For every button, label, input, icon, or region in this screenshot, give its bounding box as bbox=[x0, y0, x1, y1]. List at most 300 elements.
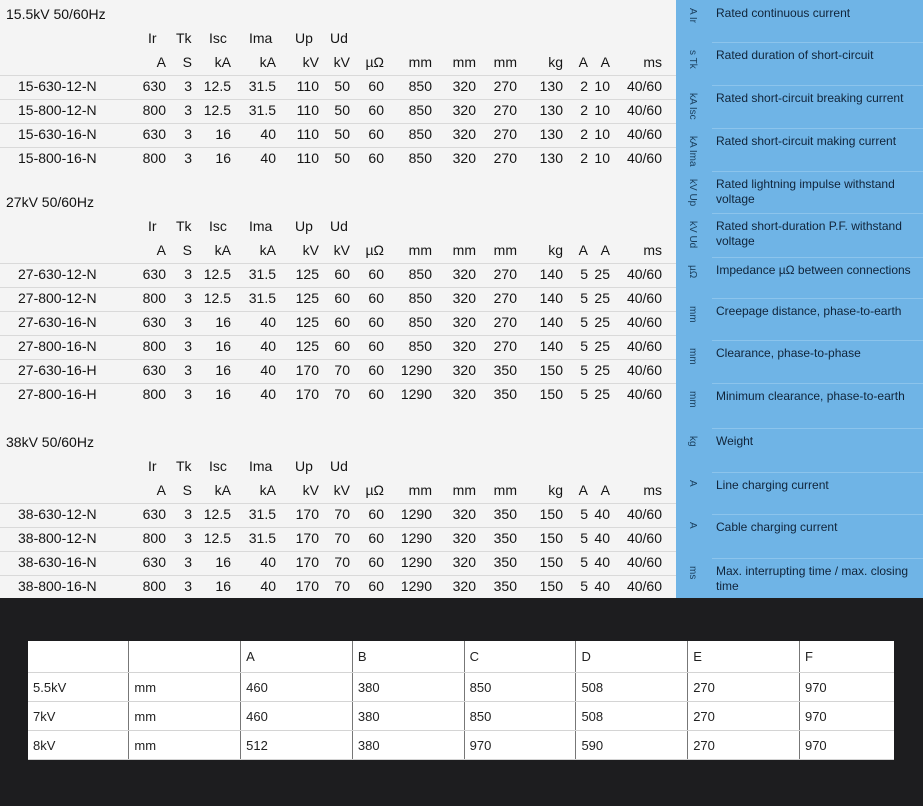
dimension-cell: 380 bbox=[352, 731, 464, 760]
table-cell: 31.5 bbox=[248, 266, 276, 282]
unit-label: ms bbox=[643, 482, 662, 498]
unit-label: kA bbox=[259, 242, 276, 258]
unit-label: kV bbox=[302, 482, 319, 498]
dimension-cell: 460 bbox=[241, 673, 353, 702]
table-cell: 850 bbox=[408, 338, 432, 354]
legend-description: Rated duration of short-circuit bbox=[716, 48, 874, 62]
table-cell: 60 bbox=[334, 266, 350, 282]
unit-label: A bbox=[578, 242, 588, 258]
dimension-cell: 5.5kV bbox=[28, 673, 129, 702]
table-cell: 12.5 bbox=[203, 78, 231, 94]
table-cell: 60 bbox=[368, 290, 384, 306]
unit-label: kA bbox=[259, 54, 276, 70]
table-cell: 60 bbox=[368, 266, 384, 282]
table-cell: 60 bbox=[368, 102, 384, 118]
model-code: 27-630-12-N bbox=[18, 266, 97, 282]
legend-symbol-text: s Tk bbox=[687, 50, 698, 69]
table-cell: 40/60 bbox=[626, 506, 662, 522]
table-cell: 800 bbox=[142, 338, 166, 354]
table-cell: 1290 bbox=[400, 362, 432, 378]
unit-label: mm bbox=[408, 482, 432, 498]
table-row bbox=[28, 731, 894, 760]
dimension-cell: 590 bbox=[576, 731, 688, 760]
table-cell: 60 bbox=[368, 554, 384, 570]
unit-label: mm bbox=[452, 242, 476, 258]
column-header: Tk bbox=[176, 30, 192, 46]
table-cell: 60 bbox=[334, 338, 350, 354]
unit-label: kV bbox=[302, 54, 319, 70]
legend-symbol-text: kA Ima bbox=[687, 136, 698, 167]
legend-description: Rated short-circuit making current bbox=[716, 134, 897, 148]
table-cell: 170 bbox=[295, 554, 319, 570]
column-header: Tk bbox=[176, 218, 192, 234]
table-cell: 170 bbox=[295, 362, 319, 378]
column-header: Ud bbox=[330, 30, 348, 46]
unit-label: kA bbox=[259, 482, 276, 498]
table-cell: 110 bbox=[296, 150, 319, 166]
dimension-header: F bbox=[799, 641, 894, 673]
table-cell: 60 bbox=[368, 362, 384, 378]
table-cell: 2 bbox=[580, 102, 588, 118]
dimension-cell: 460 bbox=[241, 702, 353, 731]
table-cell: 40 bbox=[260, 554, 276, 570]
table-cell: 350 bbox=[493, 530, 517, 546]
table-cell: 40/60 bbox=[626, 338, 662, 354]
table-cell: 60 bbox=[368, 338, 384, 354]
table-cell: 150 bbox=[539, 530, 563, 546]
unit-label: kA bbox=[214, 242, 231, 258]
table-cell: 40/60 bbox=[626, 150, 662, 166]
unit-label: kg bbox=[548, 242, 563, 258]
table-cell: 3 bbox=[184, 578, 192, 594]
dimension-header bbox=[129, 641, 241, 673]
table-cell: 5 bbox=[580, 530, 588, 546]
column-header: Up bbox=[295, 30, 313, 46]
table-cell: 25 bbox=[594, 290, 610, 306]
table-cell: 850 bbox=[408, 78, 432, 94]
column-header: Up bbox=[295, 218, 313, 234]
unit-label: mm bbox=[452, 482, 476, 498]
table-cell: 3 bbox=[184, 530, 192, 546]
unit-label: kV bbox=[333, 54, 350, 70]
legend-description: Weight bbox=[716, 434, 754, 448]
table-cell: 850 bbox=[408, 102, 432, 118]
unit-label: mm bbox=[452, 54, 476, 70]
table-cell: 170 bbox=[295, 578, 319, 594]
table-cell: 270 bbox=[493, 338, 517, 354]
table-cell: 40/60 bbox=[626, 530, 662, 546]
legend-divider bbox=[712, 558, 923, 559]
table-cell: 31.5 bbox=[248, 530, 276, 546]
legend-divider bbox=[712, 428, 923, 429]
unit-label: kV bbox=[333, 242, 350, 258]
table-cell: 40/60 bbox=[626, 102, 662, 118]
legend-symbol-text: A bbox=[687, 522, 698, 529]
table-cell: 2 bbox=[580, 126, 588, 142]
table-cell: 320 bbox=[452, 150, 476, 166]
unit-label: A bbox=[156, 482, 166, 498]
column-header: Ir bbox=[148, 30, 157, 46]
dimensions-grid bbox=[28, 641, 894, 760]
table-cell: 850 bbox=[408, 126, 432, 142]
table-cell: 800 bbox=[142, 530, 166, 546]
legend-description: Max. interrupting time / max. closing time bbox=[716, 564, 909, 593]
table-cell: 125 bbox=[295, 290, 319, 306]
table-cell: 3 bbox=[184, 338, 192, 354]
row-divider bbox=[0, 75, 676, 76]
unit-label: kg bbox=[548, 482, 563, 498]
table-cell: 12.5 bbox=[203, 102, 231, 118]
table-cell: 40/60 bbox=[626, 290, 662, 306]
table-cell: 3 bbox=[184, 126, 192, 142]
table-cell: 130 bbox=[539, 78, 563, 94]
table-cell: 60 bbox=[334, 314, 350, 330]
table-cell: 60 bbox=[368, 150, 384, 166]
unit-label: A bbox=[156, 54, 166, 70]
legend-symbol-text: ms bbox=[687, 566, 698, 580]
table-cell: 40/60 bbox=[626, 578, 662, 594]
table-cell: 40 bbox=[594, 554, 610, 570]
table-cell: 350 bbox=[493, 386, 517, 402]
legend-description: Minimum clearance, phase-to-earth bbox=[716, 389, 905, 403]
table-cell: 800 bbox=[142, 102, 166, 118]
table-cell: 270 bbox=[493, 266, 517, 282]
table-cell: 16 bbox=[215, 554, 231, 570]
column-header: Ima bbox=[249, 30, 273, 46]
dimension-cell: mm bbox=[129, 731, 241, 760]
table-cell: 1290 bbox=[400, 386, 432, 402]
unit-label: kA bbox=[214, 482, 231, 498]
legend-symbol-text: A Ir bbox=[687, 8, 698, 24]
table-cell: 125 bbox=[295, 266, 319, 282]
table-cell: 40 bbox=[594, 578, 610, 594]
row-divider bbox=[0, 99, 676, 100]
table-cell: 60 bbox=[368, 78, 384, 94]
table-cell: 40/60 bbox=[626, 78, 662, 94]
table-cell: 170 bbox=[295, 386, 319, 402]
table-cell: 10 bbox=[594, 126, 610, 142]
table-cell: 12.5 bbox=[203, 506, 231, 522]
table-cell: 630 bbox=[142, 554, 166, 570]
table-cell: 70 bbox=[334, 362, 350, 378]
legend-symbol-text: µΩ bbox=[687, 265, 698, 279]
unit-label: S bbox=[182, 54, 192, 70]
table-cell: 630 bbox=[142, 266, 166, 282]
table-cell: 320 bbox=[452, 290, 476, 306]
model-code: 38-630-12-N bbox=[18, 506, 97, 522]
table-cell: 320 bbox=[452, 102, 476, 118]
table-cell: 40/60 bbox=[626, 362, 662, 378]
table-cell: 70 bbox=[334, 554, 350, 570]
dimension-cell: 850 bbox=[464, 702, 576, 731]
table-cell: 320 bbox=[452, 78, 476, 94]
unit-label: kg bbox=[548, 54, 563, 70]
table-cell: 1290 bbox=[400, 554, 432, 570]
table-cell: 16 bbox=[215, 314, 231, 330]
table-cell: 31.5 bbox=[248, 506, 276, 522]
unit-label: A bbox=[600, 242, 610, 258]
table-cell: 320 bbox=[452, 530, 476, 546]
legend-divider bbox=[712, 383, 923, 384]
dimension-header: A bbox=[241, 641, 353, 673]
row-divider bbox=[0, 383, 676, 384]
table-cell: 60 bbox=[368, 530, 384, 546]
table-cell: 3 bbox=[184, 150, 192, 166]
legend-symbol-text: mm bbox=[687, 306, 698, 323]
table-cell: 10 bbox=[594, 102, 610, 118]
unit-label: µΩ bbox=[365, 54, 384, 70]
table-cell: 270 bbox=[493, 126, 517, 142]
row-divider bbox=[0, 263, 676, 264]
table-row bbox=[28, 702, 894, 731]
table-cell: 40 bbox=[260, 386, 276, 402]
table-cell: 130 bbox=[539, 150, 563, 166]
column-header: Tk bbox=[176, 458, 192, 474]
table-cell: 2 bbox=[580, 78, 588, 94]
dimension-cell: 380 bbox=[352, 702, 464, 731]
unit-label: mm bbox=[493, 54, 517, 70]
table-cell: 31.5 bbox=[248, 102, 276, 118]
table-cell: 25 bbox=[594, 266, 610, 282]
legend-description: Creepage distance, phase-to-earth bbox=[716, 304, 902, 318]
table-cell: 40 bbox=[260, 578, 276, 594]
dimension-cell: 970 bbox=[799, 731, 894, 760]
table-cell: 31.5 bbox=[248, 78, 276, 94]
dimension-cell: 508 bbox=[576, 673, 688, 702]
table-cell: 140 bbox=[539, 266, 563, 282]
unit-label: A bbox=[578, 54, 588, 70]
table-cell: 70 bbox=[334, 530, 350, 546]
table-cell: 3 bbox=[184, 290, 192, 306]
table-cell: 320 bbox=[452, 338, 476, 354]
legend-divider bbox=[712, 340, 923, 341]
model-code: 27-800-16-H bbox=[18, 386, 97, 402]
table-cell: 5 bbox=[580, 266, 588, 282]
dimension-header: B bbox=[352, 641, 464, 673]
table-cell: 25 bbox=[594, 362, 610, 378]
table-cell: 60 bbox=[368, 578, 384, 594]
column-header: Isc bbox=[209, 30, 227, 46]
table-cell: 10 bbox=[594, 78, 610, 94]
legend-divider bbox=[712, 472, 923, 473]
unit-label: mm bbox=[493, 242, 517, 258]
table-cell: 16 bbox=[215, 150, 231, 166]
table-cell: 3 bbox=[184, 314, 192, 330]
table-cell: 170 bbox=[295, 530, 319, 546]
table-cell: 3 bbox=[184, 362, 192, 378]
table-cell: 270 bbox=[493, 102, 517, 118]
unit-label: µΩ bbox=[365, 482, 384, 498]
column-header: Isc bbox=[209, 218, 227, 234]
table-cell: 150 bbox=[539, 554, 563, 570]
model-code: 27-630-16-H bbox=[18, 362, 97, 378]
dimension-cell: 270 bbox=[688, 702, 800, 731]
table-cell: 40/60 bbox=[626, 554, 662, 570]
dimension-cell: 970 bbox=[799, 673, 894, 702]
table-cell: 60 bbox=[368, 506, 384, 522]
section-title: 27kV 50/60Hz bbox=[6, 194, 94, 210]
column-header: Ima bbox=[249, 218, 273, 234]
legend-description: Rated continuous current bbox=[716, 6, 851, 20]
table-cell: 12.5 bbox=[203, 530, 231, 546]
legend-symbol-text: kV Up bbox=[687, 179, 698, 207]
table-cell: 5 bbox=[580, 314, 588, 330]
table-cell: 16 bbox=[215, 578, 231, 594]
table-cell: 630 bbox=[142, 126, 166, 142]
legend-description: Rated lightning impulse withstand voltage bbox=[716, 177, 895, 206]
table-cell: 10 bbox=[594, 150, 610, 166]
table-cell: 150 bbox=[539, 386, 563, 402]
table-cell: 320 bbox=[452, 266, 476, 282]
table-cell: 3 bbox=[184, 506, 192, 522]
model-code: 15-630-12-N bbox=[18, 78, 97, 94]
table-cell: 12.5 bbox=[203, 290, 231, 306]
row-divider bbox=[0, 311, 676, 312]
unit-label: kV bbox=[333, 482, 350, 498]
table-cell: 40/60 bbox=[626, 314, 662, 330]
dimension-cell: 970 bbox=[799, 702, 894, 731]
legend-divider bbox=[712, 128, 923, 129]
table-cell: 50 bbox=[334, 102, 350, 118]
legend-symbol-text: kV Ud bbox=[687, 221, 698, 249]
table-cell: 40/60 bbox=[626, 386, 662, 402]
table-cell: 320 bbox=[452, 362, 476, 378]
legend-divider bbox=[712, 514, 923, 515]
legend-description: Rated short-circuit breaking current bbox=[716, 91, 904, 105]
table-cell: 350 bbox=[493, 578, 517, 594]
unit-label: mm bbox=[408, 54, 432, 70]
legend-symbol-text: mm bbox=[687, 391, 698, 408]
table-cell: 40 bbox=[594, 530, 610, 546]
table-cell: 3 bbox=[184, 386, 192, 402]
model-code: 15-800-16-N bbox=[18, 150, 97, 166]
table-cell: 320 bbox=[452, 314, 476, 330]
table-cell: 320 bbox=[452, 554, 476, 570]
legend-divider bbox=[712, 213, 923, 214]
unit-label: A bbox=[578, 482, 588, 498]
row-divider bbox=[0, 359, 676, 360]
table-cell: 150 bbox=[539, 362, 563, 378]
dimension-cell: 970 bbox=[464, 731, 576, 760]
legend-divider bbox=[712, 257, 923, 258]
table-cell: 125 bbox=[295, 314, 319, 330]
table-cell: 70 bbox=[334, 506, 350, 522]
table-cell: 320 bbox=[452, 506, 476, 522]
legend-symbol-text: mm bbox=[687, 348, 698, 365]
table-cell: 130 bbox=[539, 126, 563, 142]
dimension-cell: 380 bbox=[352, 673, 464, 702]
legend-description: Line charging current bbox=[716, 478, 829, 492]
table-cell: 270 bbox=[493, 290, 517, 306]
unit-label: ms bbox=[643, 54, 662, 70]
model-code: 38-800-16-N bbox=[18, 578, 97, 594]
table-cell: 40 bbox=[260, 362, 276, 378]
table-cell: 5 bbox=[580, 290, 588, 306]
table-cell: 16 bbox=[215, 338, 231, 354]
legend-description: Rated short-duration P.F. withstand voltage bbox=[716, 219, 902, 248]
table-cell: 2 bbox=[580, 150, 588, 166]
legend-symbol-text: A bbox=[687, 480, 698, 487]
table-cell: 3 bbox=[184, 102, 192, 118]
table-cell: 5 bbox=[580, 386, 588, 402]
table-cell: 270 bbox=[493, 314, 517, 330]
table-cell: 270 bbox=[493, 150, 517, 166]
legend-description: Cable charging current bbox=[716, 520, 838, 534]
table-cell: 60 bbox=[368, 386, 384, 402]
unit-label: ms bbox=[643, 242, 662, 258]
legend-description: Clearance, phase-to-phase bbox=[716, 346, 861, 360]
column-header: Ir bbox=[148, 218, 157, 234]
table-cell: 320 bbox=[452, 126, 476, 142]
column-header: Ud bbox=[330, 218, 348, 234]
legend-divider bbox=[712, 85, 923, 86]
table-cell: 630 bbox=[142, 314, 166, 330]
model-code: 38-800-12-N bbox=[18, 530, 97, 546]
table-cell: 850 bbox=[408, 314, 432, 330]
column-header: Ud bbox=[330, 458, 348, 474]
unit-label: A bbox=[600, 54, 610, 70]
table-cell: 25 bbox=[594, 314, 610, 330]
dimension-cell: 270 bbox=[688, 673, 800, 702]
table-cell: 70 bbox=[334, 386, 350, 402]
row-divider bbox=[0, 147, 676, 148]
table-cell: 630 bbox=[142, 78, 166, 94]
table-cell: 1290 bbox=[400, 506, 432, 522]
model-code: 27-630-16-N bbox=[18, 314, 97, 330]
model-code: 38-630-16-N bbox=[18, 554, 97, 570]
table-cell: 800 bbox=[142, 386, 166, 402]
table-cell: 850 bbox=[408, 290, 432, 306]
legend-panel bbox=[676, 0, 923, 598]
table-cell: 40 bbox=[260, 150, 276, 166]
unit-label: S bbox=[182, 242, 192, 258]
table-cell: 16 bbox=[215, 386, 231, 402]
table-cell: 70 bbox=[334, 578, 350, 594]
column-header: Isc bbox=[209, 458, 227, 474]
table-cell: 150 bbox=[539, 506, 563, 522]
unit-label: S bbox=[182, 482, 192, 498]
table-cell: 320 bbox=[452, 578, 476, 594]
table-cell: 140 bbox=[539, 290, 563, 306]
table-cell: 800 bbox=[142, 578, 166, 594]
dimension-cell: 7kV bbox=[28, 702, 129, 731]
column-header: Up bbox=[295, 458, 313, 474]
table-cell: 800 bbox=[142, 150, 166, 166]
table-cell: 5 bbox=[580, 362, 588, 378]
dimension-cell: mm bbox=[129, 702, 241, 731]
unit-label: kA bbox=[214, 54, 231, 70]
table-cell: 630 bbox=[142, 362, 166, 378]
legend-symbol-text: kA Isc bbox=[687, 93, 698, 120]
row-divider bbox=[0, 551, 676, 552]
table-cell: 630 bbox=[142, 506, 166, 522]
dimension-header: E bbox=[688, 641, 800, 673]
table-cell: 60 bbox=[368, 126, 384, 142]
table-cell: 5 bbox=[580, 554, 588, 570]
dimension-cell: 850 bbox=[464, 673, 576, 702]
table-cell: 16 bbox=[215, 126, 231, 142]
table-cell: 31.5 bbox=[248, 290, 276, 306]
unit-label: A bbox=[600, 482, 610, 498]
column-header: Ir bbox=[148, 458, 157, 474]
unit-label: µΩ bbox=[365, 242, 384, 258]
dimension-cell: 512 bbox=[241, 731, 353, 760]
row-divider bbox=[0, 503, 676, 504]
row-divider bbox=[0, 527, 676, 528]
table-cell: 850 bbox=[408, 150, 432, 166]
unit-label: kV bbox=[302, 242, 319, 258]
table-cell: 50 bbox=[334, 78, 350, 94]
